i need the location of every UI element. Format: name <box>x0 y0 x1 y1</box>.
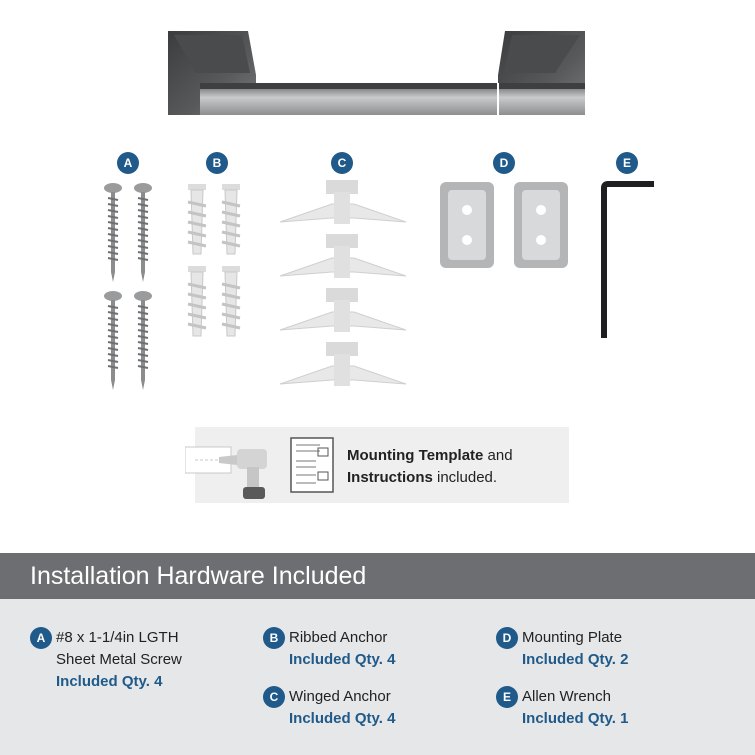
label-badge-e: E <box>616 152 638 174</box>
legend-name-e: Allen Wrench <box>522 688 611 705</box>
label-badge-c: C <box>331 152 353 174</box>
legend-badge-c: C <box>263 686 285 708</box>
template-note-bold-2: Instructions <box>347 469 433 486</box>
winged-anchors-image <box>276 178 410 390</box>
legend-qty-b: Included Qty. 4 <box>289 651 396 668</box>
legend-badge-d: D <box>496 627 518 649</box>
label-badge-d: D <box>493 152 515 174</box>
legend-qty-a: Included Qty. 4 <box>56 673 163 690</box>
legend-badge-b: B <box>263 627 285 649</box>
ribbed-anchors-image <box>184 182 248 342</box>
mounting-plates-image <box>438 180 570 272</box>
legend-name-a-line1: #8 x 1-1/4in LGTH <box>56 629 179 646</box>
hardware-legend <box>0 599 755 755</box>
template-note-bold-1: Mounting Template <box>347 447 484 464</box>
legend-badge-a: A <box>30 627 52 649</box>
instructions-document-icon <box>290 437 334 493</box>
drill-icon <box>185 441 280 503</box>
template-note-text <box>347 445 562 489</box>
legend-badge-e: E <box>496 686 518 708</box>
template-note-text-2: and <box>483 447 513 464</box>
section-banner <box>0 553 755 599</box>
label-badge-a: A <box>117 152 139 174</box>
legend-qty-c: Included Qty. 4 <box>289 710 396 727</box>
label-badge-b: B <box>206 152 228 174</box>
legend-name-d: Mounting Plate <box>522 629 623 646</box>
legend-qty-d: Included Qty. 2 <box>522 651 629 668</box>
towel-bar-image <box>160 25 600 120</box>
template-note-box <box>195 427 569 503</box>
template-note-text-4: included. <box>432 469 498 486</box>
allen-wrench-image <box>598 180 658 340</box>
banner-title: Installation Hardware Included <box>30 562 367 590</box>
sheet-metal-screws-image <box>98 180 160 390</box>
legend-qty-e: Included Qty. 1 <box>522 710 629 727</box>
legend-name-c: Winged Anchor <box>289 688 391 705</box>
legend-name-a-line2: Sheet Metal Screw <box>56 651 182 668</box>
legend-name-b: Ribbed Anchor <box>289 629 388 646</box>
